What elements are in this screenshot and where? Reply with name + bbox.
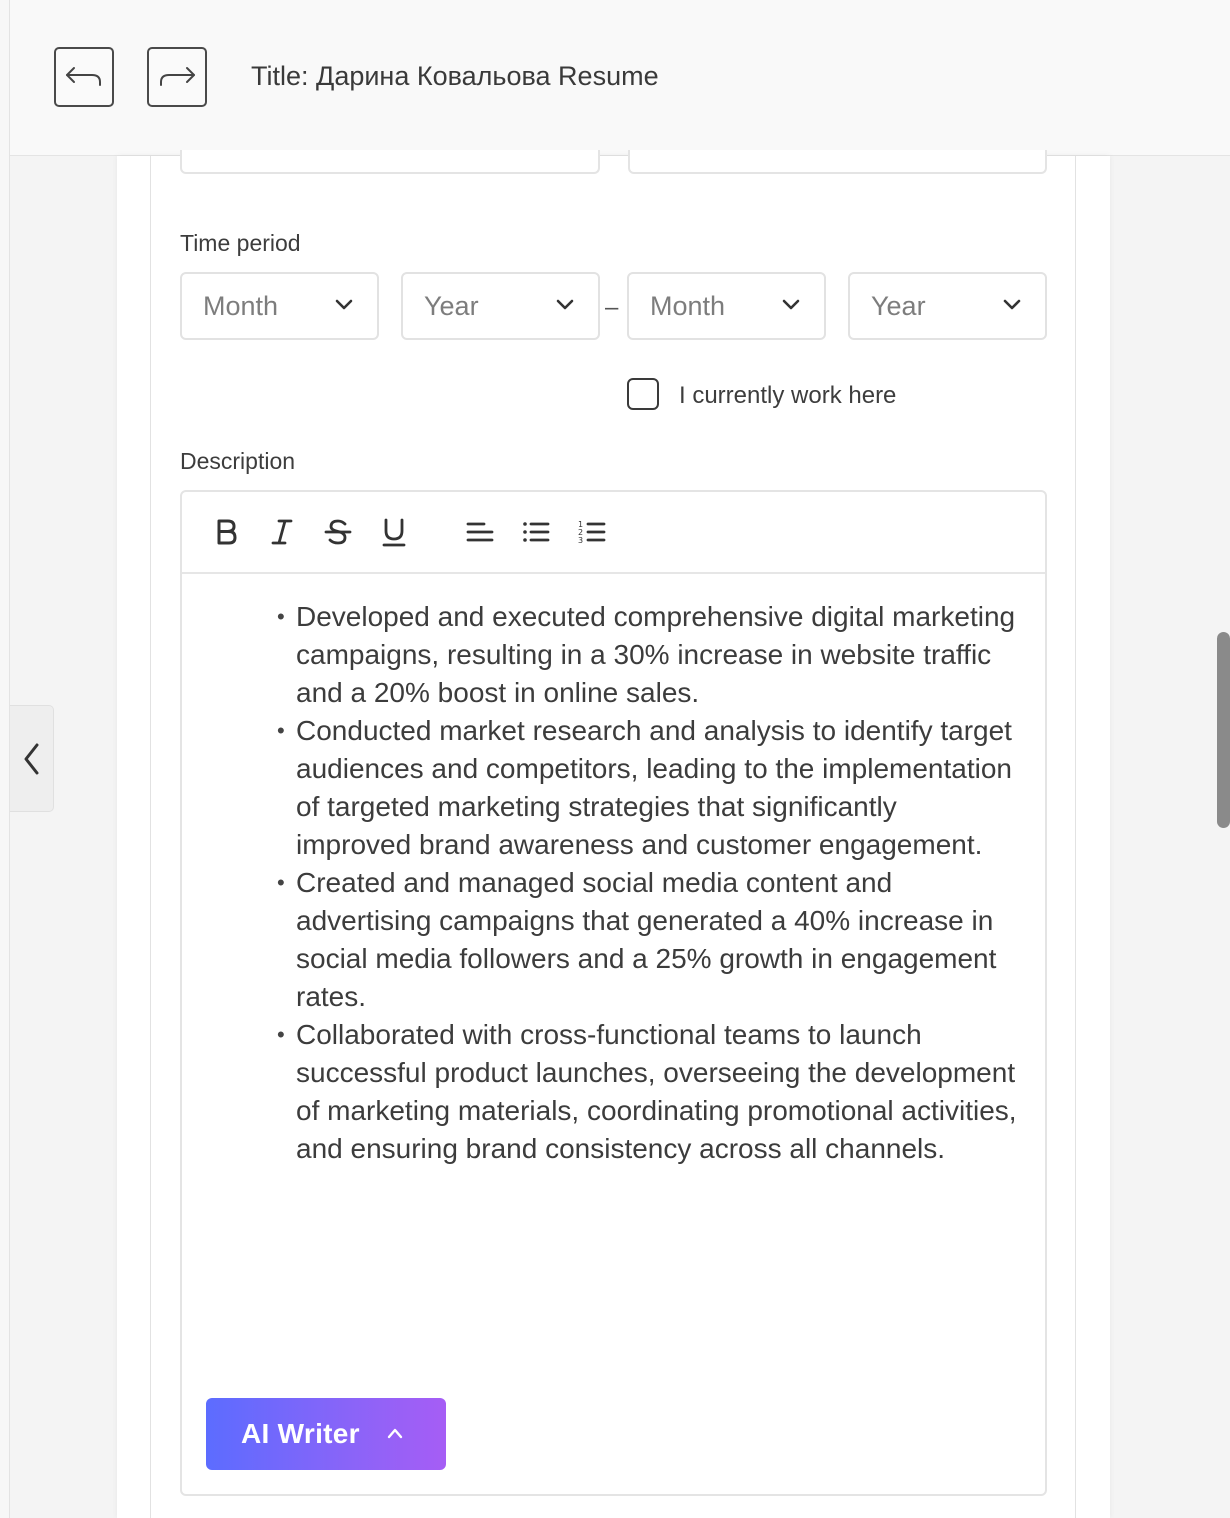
svg-text:3: 3	[578, 536, 584, 545]
chevron-left-icon	[22, 742, 42, 776]
chevron-down-icon	[335, 298, 353, 312]
italic-icon	[267, 517, 297, 547]
svg-text:2: 2	[578, 528, 584, 537]
currently-work-label[interactable]: I currently work here	[679, 382, 897, 409]
chevron-down-icon	[782, 298, 800, 312]
redo-arrow-icon	[157, 65, 197, 89]
previous-field-left[interactable]	[180, 150, 600, 174]
time-period-label: Time period	[180, 230, 301, 256]
bold-button[interactable]	[208, 514, 244, 550]
numbered-list-button[interactable]	[574, 514, 610, 550]
title-value: Дарина Ковальова Resume	[316, 61, 659, 91]
svg-text:1: 1	[578, 520, 584, 529]
start-year-value: Year	[424, 290, 479, 321]
start-month-value: Month	[203, 290, 279, 321]
editor-panel	[117, 156, 1110, 1518]
chevron-down-icon	[556, 298, 574, 312]
ai-writer-button[interactable]	[206, 1398, 446, 1470]
end-year-value: Year	[871, 290, 926, 321]
end-year-select[interactable]	[848, 272, 1047, 340]
experience-card	[150, 156, 1076, 1518]
list-item: • Collaborated with cross-functional teams to launch successful product launches, overseeing the development of marketing materials, coordinating promotional activities, and ensuring brand consistency across all channels.	[277, 1016, 1017, 1168]
redo-button[interactable]	[147, 47, 207, 107]
list-item: • Developed and executed comprehensive digital marketing campaigns, resulting in a 30% increase in website traffic and a 20% boost in online sales.	[277, 598, 1017, 712]
numbered-list-icon	[577, 517, 607, 547]
underline-button[interactable]	[376, 514, 412, 550]
rich-text-editor	[180, 490, 1047, 1496]
collapse-sidebar-tab[interactable]	[10, 705, 54, 812]
bold-icon	[211, 517, 241, 547]
scrollbar-thumb[interactable]	[1217, 632, 1230, 828]
description-label: Description	[180, 448, 296, 474]
end-month-select[interactable]	[627, 272, 826, 340]
list-item: • Created and managed social media content and advertising campaigns that generated a 40% increase in social media followers and a 25% growth in engagement rates.	[277, 864, 1017, 1016]
list-item: • Conducted market research and analysis to identify target audiences and competitors, leading to the implementation of targeted marketing strategies that significantly improved brand awareness and customer engagement.	[277, 712, 1017, 864]
previous-field-right[interactable]	[628, 150, 1047, 174]
start-month-select[interactable]	[180, 272, 379, 340]
strikethrough-icon	[323, 517, 353, 547]
undo-button[interactable]	[54, 47, 114, 107]
document-title[interactable]	[251, 61, 659, 92]
top-bar	[10, 0, 1230, 156]
editor-toolbar	[182, 492, 1045, 574]
description-bullet-list	[277, 598, 1017, 1168]
chevron-down-icon	[1003, 298, 1021, 312]
end-month-value: Month	[650, 290, 726, 321]
description-content[interactable]	[277, 598, 1017, 1168]
underline-icon	[379, 517, 409, 547]
align-left-icon	[465, 517, 495, 547]
strikethrough-button[interactable]	[320, 514, 356, 550]
bullet-list-icon	[521, 517, 551, 547]
chevron-up-icon	[386, 1426, 404, 1440]
bullet-list-button[interactable]	[518, 514, 554, 550]
scrollbar-track[interactable]	[1216, 156, 1230, 1518]
date-separator: –	[605, 294, 619, 321]
align-left-button[interactable]	[462, 514, 498, 550]
left-edge	[0, 0, 10, 1518]
ai-writer-label: AI Writer	[241, 1418, 360, 1449]
title-label: Title:	[251, 61, 309, 91]
start-year-select[interactable]	[401, 272, 600, 340]
currently-work-checkbox[interactable]	[627, 378, 659, 410]
italic-button[interactable]	[264, 514, 300, 550]
undo-arrow-icon	[64, 65, 104, 89]
